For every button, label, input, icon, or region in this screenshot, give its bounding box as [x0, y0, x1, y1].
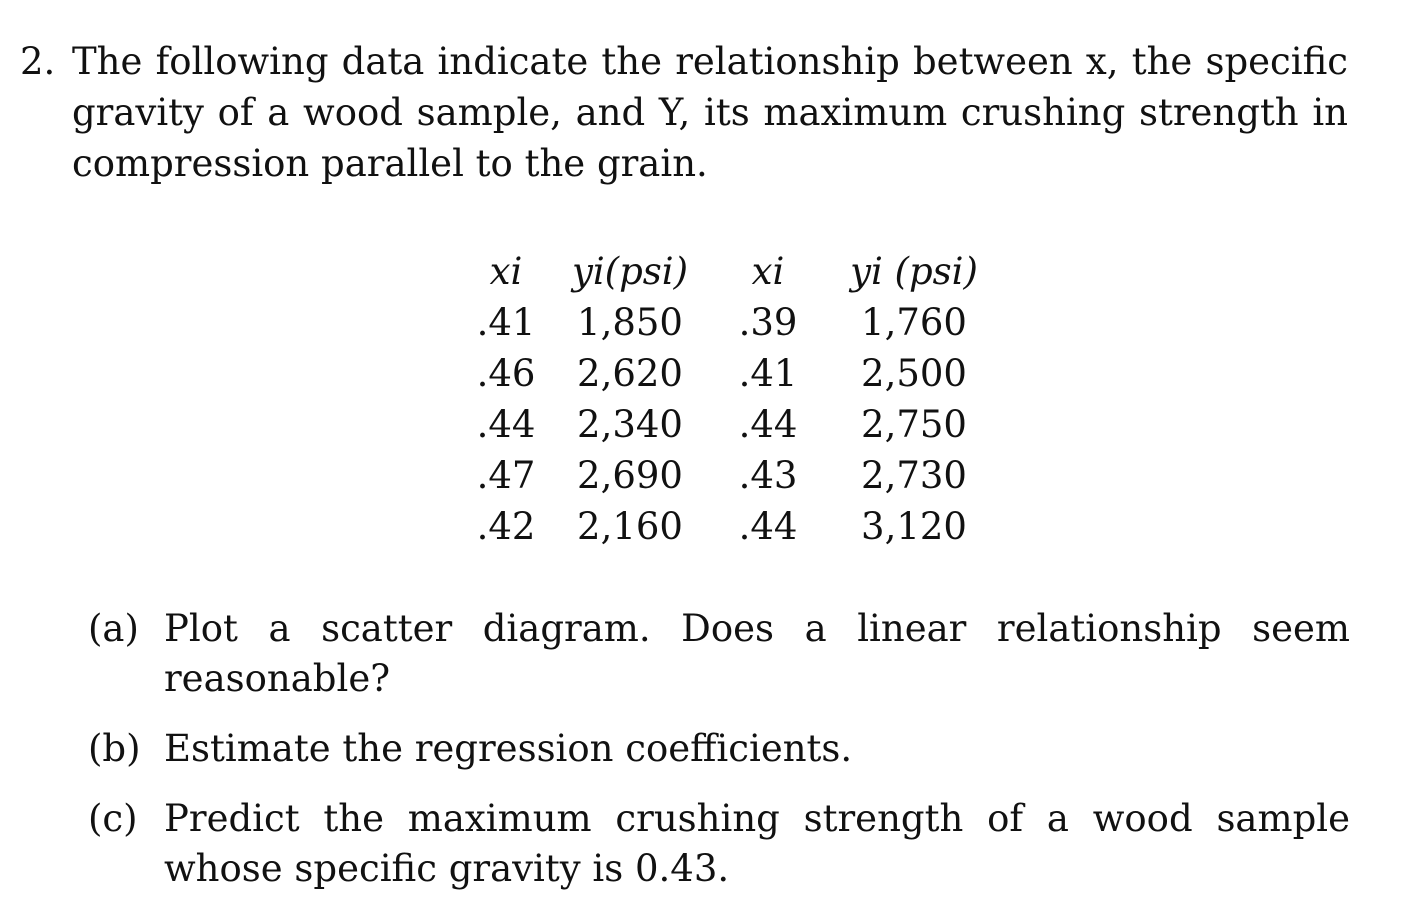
table-cell: 1,850 — [577, 301, 683, 344]
subpart-label: (c) — [88, 797, 138, 840]
subpart-text: Plot a scatter diagram. Does a linear relationship seem reasonable? — [164, 607, 1350, 700]
subpart-c — [88, 794, 1350, 894]
header-yi-psi-2: yi (psi) — [850, 250, 978, 293]
subpart-a — [88, 604, 1350, 704]
table-cell: .44 — [476, 403, 536, 446]
table-cell: .42 — [476, 505, 536, 548]
header-yi-psi-1: yi(psi) — [571, 250, 689, 293]
problem-statement: The following data indicate the relationship between x, the specific gravity of a wood sample, and Y, its maximum crushing strength in compression parallel to the grain. — [72, 40, 1348, 185]
table-row — [466, 450, 1006, 501]
table-cell: .47 — [476, 454, 536, 497]
table-cell: .43 — [738, 454, 798, 497]
table-cell: .44 — [738, 403, 798, 446]
subpart-label: (a) — [88, 607, 139, 650]
table-cell: 2,730 — [861, 454, 967, 497]
table-cell: .41 — [476, 301, 536, 344]
header-xi-1: xi — [489, 250, 523, 293]
table-cell: 2,750 — [861, 403, 967, 446]
table-row — [466, 399, 1006, 450]
table-row — [466, 297, 1006, 348]
table-cell: 2,500 — [861, 352, 967, 395]
subparts-list — [88, 604, 1350, 914]
table-row — [466, 501, 1006, 552]
data-table — [466, 246, 1006, 552]
table-cell: 2,340 — [577, 403, 683, 446]
table-cell: .39 — [738, 301, 798, 344]
table-row — [466, 348, 1006, 399]
table-cell: .41 — [738, 352, 798, 395]
subpart-b — [88, 724, 1350, 774]
table-cell: 1,760 — [861, 301, 967, 344]
table-cell: 2,690 — [577, 454, 683, 497]
header-xi-2: xi — [751, 250, 785, 293]
subpart-text: Estimate the regression coefficients. — [164, 727, 853, 770]
table-cell: 2,620 — [577, 352, 683, 395]
table-cell: .44 — [738, 505, 798, 548]
subpart-label: (b) — [88, 727, 141, 770]
table-cell: 2,160 — [577, 505, 683, 548]
table-header-row — [466, 246, 1006, 297]
table-cell: 3,120 — [861, 505, 967, 548]
table-cell: .46 — [476, 352, 536, 395]
problem-number: 2. — [20, 40, 56, 83]
subpart-text: Predict the maximum crushing strength of a wood sample whose specific gravity is 0.43. — [164, 797, 1350, 890]
